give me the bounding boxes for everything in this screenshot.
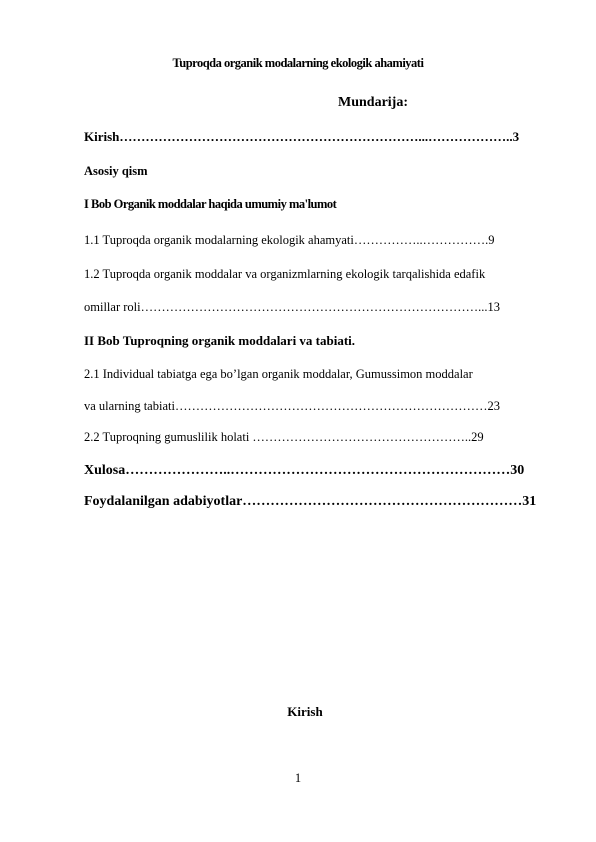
- toc-entry-1-1: 1.1 Tuproqda organik modalarning ekologik ahamyati……………..…………….9: [84, 233, 495, 247]
- section-heading-kirish: Kirish: [287, 704, 323, 719]
- toc-entry-adabiyotlar: Foydalanilgan adabiyotlar……………………………………………………31: [84, 494, 537, 509]
- document-title: Tuproqda organik modalarning ekologik ahamiyati: [172, 56, 424, 70]
- toc-entry-2-1: 2.1 Individual tabiatga ega bo’lgan organik moddalar, Gumussimon moddalar: [84, 367, 473, 381]
- toc-heading: Mundarija:: [338, 95, 408, 110]
- toc-entry-2-1-cont: va ularning tabiati…………………………………………………………………23: [84, 399, 500, 413]
- toc-entry-xulosa: Xulosa…………………..……………………………………………………30: [84, 463, 525, 478]
- toc-entry-1-2-cont: omillar roli………………………………………………………………………...13: [84, 300, 500, 314]
- toc-entry-2-2: 2.2 Tuproqning gumuslilik holati ……………………………………………..29: [84, 430, 484, 444]
- page-number: 1: [294, 771, 302, 785]
- toc-entry-kirish: Kirish……………………………………………………………...………………..3: [84, 129, 520, 144]
- toc-entry-chapter-1: I Bob Organik moddalar haqida umumiy ma'lumot: [84, 197, 337, 211]
- toc-entry-1-2: 1.2 Tuproqda organik moddalar va organizmlarning ekologik tarqalishida edafik: [84, 267, 486, 281]
- toc-entry-chapter-2: II Bob Tuproqning organik moddalari va tabiati.: [84, 333, 356, 348]
- toc-entry-asosiy-qism: Asosiy qism: [84, 164, 148, 178]
